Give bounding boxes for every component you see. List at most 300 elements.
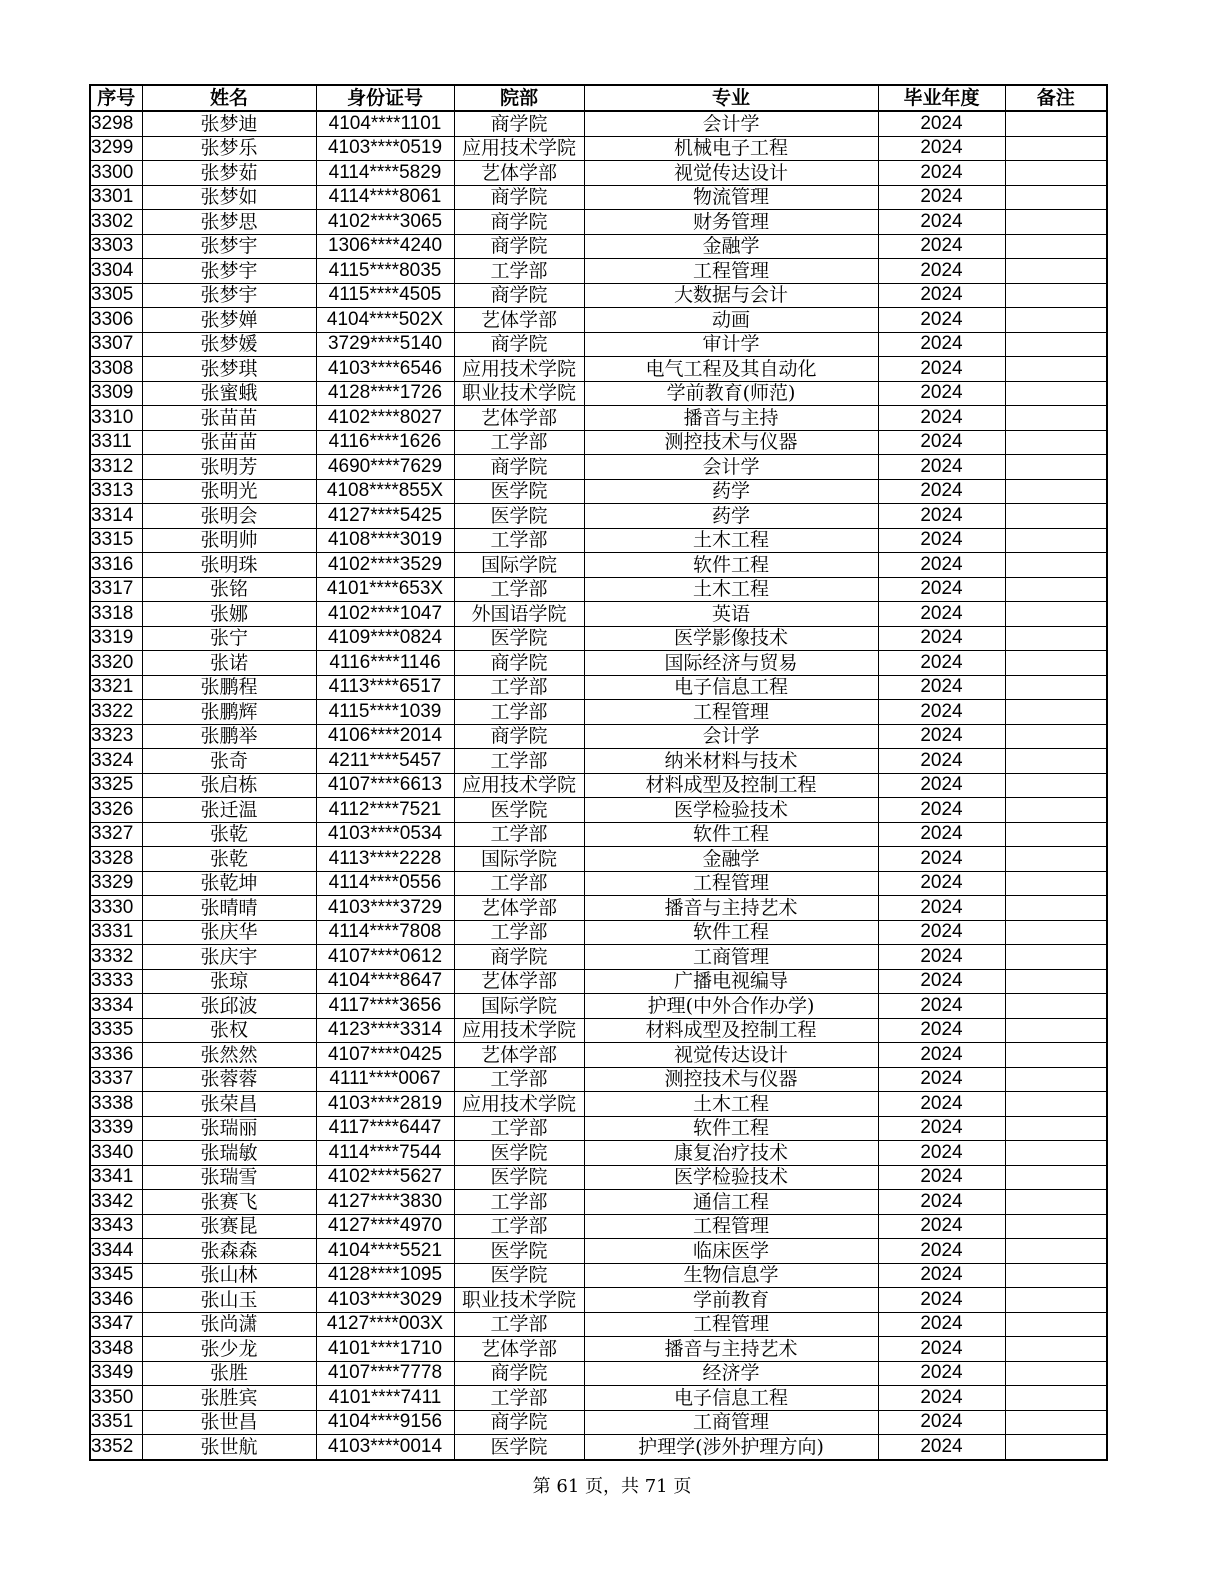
cell-department: 医学院 bbox=[454, 1165, 584, 1190]
cell-graduation-year: 2024 bbox=[878, 357, 1005, 382]
cell-id-number: 4112****7521 bbox=[316, 798, 454, 823]
cell-seq: 3314 bbox=[90, 504, 142, 529]
table-row bbox=[90, 504, 1107, 529]
cell-seq: 3309 bbox=[90, 381, 142, 406]
cell-remarks bbox=[1005, 626, 1107, 651]
cell-name: 张奇 bbox=[142, 749, 316, 774]
cell-remarks bbox=[1005, 1337, 1107, 1362]
table-row bbox=[90, 111, 1107, 136]
cell-id-number: 4116****1146 bbox=[316, 651, 454, 676]
cell-seq: 3342 bbox=[90, 1190, 142, 1215]
cell-major: 英语 bbox=[584, 602, 878, 627]
cell-department: 工学部 bbox=[454, 1116, 584, 1141]
cell-seq: 3310 bbox=[90, 406, 142, 431]
cell-graduation-year: 2024 bbox=[878, 1435, 1005, 1460]
cell-graduation-year: 2024 bbox=[878, 602, 1005, 627]
cell-id-number: 4117****6447 bbox=[316, 1116, 454, 1141]
cell-id-number: 4102****1047 bbox=[316, 602, 454, 627]
cell-id-number: 4109****0824 bbox=[316, 626, 454, 651]
cell-id-number: 4107****6613 bbox=[316, 773, 454, 798]
cell-graduation-year: 2024 bbox=[878, 553, 1005, 578]
cell-seq: 3307 bbox=[90, 332, 142, 357]
table-row bbox=[90, 1386, 1107, 1411]
cell-id-number: 4123****3314 bbox=[316, 1018, 454, 1043]
cell-seq: 3341 bbox=[90, 1165, 142, 1190]
cell-name: 张明帅 bbox=[142, 528, 316, 553]
cell-graduation-year: 2024 bbox=[878, 234, 1005, 259]
cell-remarks bbox=[1005, 675, 1107, 700]
cell-name: 张梦茹 bbox=[142, 161, 316, 186]
cell-seq: 3332 bbox=[90, 945, 142, 970]
cell-seq: 3331 bbox=[90, 920, 142, 945]
cell-major: 电子信息工程 bbox=[584, 1386, 878, 1411]
cell-name: 张启栋 bbox=[142, 773, 316, 798]
cell-name: 张瑞丽 bbox=[142, 1116, 316, 1141]
cell-remarks bbox=[1005, 871, 1107, 896]
cell-department: 国际学院 bbox=[454, 847, 584, 872]
cell-name: 张梦宇 bbox=[142, 259, 316, 284]
cell-name: 张山玉 bbox=[142, 1288, 316, 1313]
cell-graduation-year: 2024 bbox=[878, 1190, 1005, 1215]
cell-id-number: 4103****0014 bbox=[316, 1435, 454, 1460]
cell-seq: 3346 bbox=[90, 1288, 142, 1313]
cell-graduation-year: 2024 bbox=[878, 1141, 1005, 1166]
cell-major: 会计学 bbox=[584, 111, 878, 136]
cell-major: 工程管理 bbox=[584, 700, 878, 725]
cell-graduation-year: 2024 bbox=[878, 479, 1005, 504]
cell-department: 工学部 bbox=[454, 528, 584, 553]
cell-major: 广播电视编导 bbox=[584, 969, 878, 994]
cell-graduation-year: 2024 bbox=[878, 1239, 1005, 1264]
cell-department: 艺体学部 bbox=[454, 1337, 584, 1362]
cell-seq: 3316 bbox=[90, 553, 142, 578]
cell-seq: 3328 bbox=[90, 847, 142, 872]
cell-major: 工程管理 bbox=[584, 871, 878, 896]
table-row bbox=[90, 1263, 1107, 1288]
cell-department: 工学部 bbox=[454, 920, 584, 945]
cell-seq: 3325 bbox=[90, 773, 142, 798]
table-row bbox=[90, 871, 1107, 896]
cell-name: 张蜜蛾 bbox=[142, 381, 316, 406]
cell-graduation-year: 2024 bbox=[878, 871, 1005, 896]
table-row bbox=[90, 798, 1107, 823]
cell-id-number: 4114****7544 bbox=[316, 1141, 454, 1166]
cell-id-number: 4107****0425 bbox=[316, 1043, 454, 1068]
cell-seq: 3338 bbox=[90, 1092, 142, 1117]
cell-remarks bbox=[1005, 798, 1107, 823]
cell-major: 生物信息学 bbox=[584, 1263, 878, 1288]
cell-id-number: 4102****8027 bbox=[316, 406, 454, 431]
cell-seq: 3326 bbox=[90, 798, 142, 823]
cell-id-number: 4115****4505 bbox=[316, 283, 454, 308]
table-row bbox=[90, 847, 1107, 872]
cell-id-number: 4108****855X bbox=[316, 479, 454, 504]
cell-graduation-year: 2024 bbox=[878, 994, 1005, 1019]
table-row bbox=[90, 675, 1107, 700]
cell-department: 医学院 bbox=[454, 626, 584, 651]
cell-department: 工学部 bbox=[454, 1386, 584, 1411]
cell-department: 商学院 bbox=[454, 455, 584, 480]
cell-remarks bbox=[1005, 1190, 1107, 1215]
cell-id-number: 4113****6517 bbox=[316, 675, 454, 700]
cell-id-number: 4101****1710 bbox=[316, 1337, 454, 1362]
table-row bbox=[90, 602, 1107, 627]
cell-major: 财务管理 bbox=[584, 210, 878, 235]
cell-seq: 3327 bbox=[90, 822, 142, 847]
cell-remarks bbox=[1005, 332, 1107, 357]
cell-department: 商学院 bbox=[454, 1410, 584, 1435]
table-row bbox=[90, 528, 1107, 553]
cell-major: 软件工程 bbox=[584, 553, 878, 578]
cell-remarks bbox=[1005, 724, 1107, 749]
cell-major: 机械电子工程 bbox=[584, 136, 878, 161]
cell-remarks bbox=[1005, 111, 1107, 136]
cell-remarks bbox=[1005, 1435, 1107, 1460]
cell-seq: 3334 bbox=[90, 994, 142, 1019]
cell-id-number: 4102****3065 bbox=[316, 210, 454, 235]
cell-major: 通信工程 bbox=[584, 1190, 878, 1215]
cell-major: 学前教育 bbox=[584, 1288, 878, 1313]
cell-graduation-year: 2024 bbox=[878, 1067, 1005, 1092]
cell-id-number: 4114****0556 bbox=[316, 871, 454, 896]
cell-major: 播音与主持艺术 bbox=[584, 1337, 878, 1362]
cell-name: 张胜宾 bbox=[142, 1386, 316, 1411]
table-row bbox=[90, 1165, 1107, 1190]
cell-department: 工学部 bbox=[454, 1190, 584, 1215]
cell-major: 材料成型及控制工程 bbox=[584, 773, 878, 798]
cell-seq: 3352 bbox=[90, 1435, 142, 1460]
cell-name: 张赛昆 bbox=[142, 1214, 316, 1239]
table-row bbox=[90, 332, 1107, 357]
cell-department: 工学部 bbox=[454, 700, 584, 725]
cell-department: 商学院 bbox=[454, 210, 584, 235]
cell-name: 张梦宇 bbox=[142, 234, 316, 259]
cell-department: 医学院 bbox=[454, 1263, 584, 1288]
cell-major: 护理学(涉外护理方向) bbox=[584, 1435, 878, 1460]
cell-name: 张明芳 bbox=[142, 455, 316, 480]
cell-remarks bbox=[1005, 283, 1107, 308]
cell-graduation-year: 2024 bbox=[878, 406, 1005, 431]
cell-department: 商学院 bbox=[454, 651, 584, 676]
cell-seq: 3349 bbox=[90, 1361, 142, 1386]
cell-major: 药学 bbox=[584, 479, 878, 504]
table-row bbox=[90, 210, 1107, 235]
cell-department: 职业技术学院 bbox=[454, 381, 584, 406]
cell-name: 张梦如 bbox=[142, 185, 316, 210]
cell-id-number: 3729****5140 bbox=[316, 332, 454, 357]
cell-remarks bbox=[1005, 969, 1107, 994]
cell-department: 商学院 bbox=[454, 283, 584, 308]
cell-graduation-year: 2024 bbox=[878, 259, 1005, 284]
cell-seq: 3335 bbox=[90, 1018, 142, 1043]
cell-name: 张迁温 bbox=[142, 798, 316, 823]
cell-seq: 3298 bbox=[90, 111, 142, 136]
cell-major: 医学影像技术 bbox=[584, 626, 878, 651]
cell-remarks bbox=[1005, 210, 1107, 235]
cell-department: 商学院 bbox=[454, 111, 584, 136]
cell-seq: 3303 bbox=[90, 234, 142, 259]
cell-remarks bbox=[1005, 161, 1107, 186]
cell-graduation-year: 2024 bbox=[878, 1288, 1005, 1313]
cell-seq: 3321 bbox=[90, 675, 142, 700]
cell-remarks bbox=[1005, 430, 1107, 455]
cell-department: 工学部 bbox=[454, 1312, 584, 1337]
table-row bbox=[90, 234, 1107, 259]
cell-name: 张荣昌 bbox=[142, 1092, 316, 1117]
table-row bbox=[90, 381, 1107, 406]
table-row bbox=[90, 1092, 1107, 1117]
cell-remarks bbox=[1005, 553, 1107, 578]
cell-remarks bbox=[1005, 381, 1107, 406]
cell-seq: 3343 bbox=[90, 1214, 142, 1239]
cell-remarks bbox=[1005, 479, 1107, 504]
cell-department: 商学院 bbox=[454, 1361, 584, 1386]
cell-id-number: 4102****5627 bbox=[316, 1165, 454, 1190]
cell-seq: 3340 bbox=[90, 1141, 142, 1166]
cell-name: 张苗苗 bbox=[142, 406, 316, 431]
table-row bbox=[90, 357, 1107, 382]
cell-id-number: 4107****0612 bbox=[316, 945, 454, 970]
cell-graduation-year: 2024 bbox=[878, 528, 1005, 553]
cell-major: 工程管理 bbox=[584, 1214, 878, 1239]
cell-name: 张诺 bbox=[142, 651, 316, 676]
graduate-roster-table bbox=[89, 84, 1108, 1461]
table-row bbox=[90, 1288, 1107, 1313]
table-row bbox=[90, 1190, 1107, 1215]
cell-graduation-year: 2024 bbox=[878, 185, 1005, 210]
cell-id-number: 4127****4970 bbox=[316, 1214, 454, 1239]
cell-graduation-year: 2024 bbox=[878, 430, 1005, 455]
cell-remarks bbox=[1005, 1386, 1107, 1411]
cell-graduation-year: 2024 bbox=[878, 504, 1005, 529]
cell-department: 医学院 bbox=[454, 1141, 584, 1166]
cell-graduation-year: 2024 bbox=[878, 1092, 1005, 1117]
cell-name: 张乾坤 bbox=[142, 871, 316, 896]
cell-name: 张梦乐 bbox=[142, 136, 316, 161]
cell-major: 土木工程 bbox=[584, 1092, 878, 1117]
cell-department: 工学部 bbox=[454, 675, 584, 700]
cell-id-number: 4103****3729 bbox=[316, 896, 454, 921]
cell-graduation-year: 2024 bbox=[878, 920, 1005, 945]
cell-remarks bbox=[1005, 1263, 1107, 1288]
table-row bbox=[90, 1312, 1107, 1337]
cell-major: 软件工程 bbox=[584, 920, 878, 945]
cell-major: 学前教育(师范) bbox=[584, 381, 878, 406]
cell-remarks bbox=[1005, 1141, 1107, 1166]
cell-major: 康复治疗技术 bbox=[584, 1141, 878, 1166]
cell-remarks bbox=[1005, 1165, 1107, 1190]
cell-name: 张乾 bbox=[142, 847, 316, 872]
table-row bbox=[90, 1018, 1107, 1043]
cell-seq: 3319 bbox=[90, 626, 142, 651]
cell-id-number: 4127****5425 bbox=[316, 504, 454, 529]
cell-name: 张权 bbox=[142, 1018, 316, 1043]
cell-remarks bbox=[1005, 1312, 1107, 1337]
table-row bbox=[90, 283, 1107, 308]
cell-department: 医学院 bbox=[454, 1239, 584, 1264]
table-row bbox=[90, 994, 1107, 1019]
cell-major: 动画 bbox=[584, 308, 878, 333]
cell-graduation-year: 2024 bbox=[878, 381, 1005, 406]
cell-major: 播音与主持艺术 bbox=[584, 896, 878, 921]
cell-department: 国际学院 bbox=[454, 994, 584, 1019]
cell-name: 张瑞敏 bbox=[142, 1141, 316, 1166]
table-row bbox=[90, 822, 1107, 847]
cell-name: 张琼 bbox=[142, 969, 316, 994]
cell-remarks bbox=[1005, 1361, 1107, 1386]
cell-seq: 3347 bbox=[90, 1312, 142, 1337]
table-row bbox=[90, 185, 1107, 210]
cell-department: 工学部 bbox=[454, 259, 584, 284]
cell-name: 张娜 bbox=[142, 602, 316, 627]
cell-remarks bbox=[1005, 822, 1107, 847]
cell-seq: 3304 bbox=[90, 259, 142, 284]
cell-graduation-year: 2024 bbox=[878, 283, 1005, 308]
cell-major: 视觉传达设计 bbox=[584, 1043, 878, 1068]
cell-major: 会计学 bbox=[584, 724, 878, 749]
cell-remarks bbox=[1005, 896, 1107, 921]
cell-id-number: 4690****7629 bbox=[316, 455, 454, 480]
cell-name: 张鹏辉 bbox=[142, 700, 316, 725]
cell-name: 张瑞雪 bbox=[142, 1165, 316, 1190]
cell-seq: 3306 bbox=[90, 308, 142, 333]
cell-graduation-year: 2024 bbox=[878, 700, 1005, 725]
table-row bbox=[90, 1410, 1107, 1435]
cell-remarks bbox=[1005, 1214, 1107, 1239]
cell-id-number: 4115****1039 bbox=[316, 700, 454, 725]
cell-seq: 3324 bbox=[90, 749, 142, 774]
cell-remarks bbox=[1005, 528, 1107, 553]
cell-department: 应用技术学院 bbox=[454, 773, 584, 798]
cell-major: 药学 bbox=[584, 504, 878, 529]
table-row bbox=[90, 455, 1107, 480]
cell-seq: 3330 bbox=[90, 896, 142, 921]
cell-name: 张梦宇 bbox=[142, 283, 316, 308]
cell-major: 电气工程及其自动化 bbox=[584, 357, 878, 382]
cell-remarks bbox=[1005, 504, 1107, 529]
cell-remarks bbox=[1005, 994, 1107, 1019]
cell-seq: 3299 bbox=[90, 136, 142, 161]
cell-graduation-year: 2024 bbox=[878, 847, 1005, 872]
cell-department: 商学院 bbox=[454, 234, 584, 259]
cell-seq: 3300 bbox=[90, 161, 142, 186]
cell-department: 医学院 bbox=[454, 1435, 584, 1460]
cell-seq: 3301 bbox=[90, 185, 142, 210]
cell-graduation-year: 2024 bbox=[878, 136, 1005, 161]
cell-name: 张邱波 bbox=[142, 994, 316, 1019]
cell-id-number: 4114****8061 bbox=[316, 185, 454, 210]
page-footer: 第 61 页，共 71 页 bbox=[532, 1476, 692, 1497]
cell-name: 张明珠 bbox=[142, 553, 316, 578]
cell-seq: 3313 bbox=[90, 479, 142, 504]
cell-department: 商学院 bbox=[454, 724, 584, 749]
cell-department: 艺体学部 bbox=[454, 969, 584, 994]
cell-remarks bbox=[1005, 651, 1107, 676]
cell-remarks bbox=[1005, 1410, 1107, 1435]
cell-graduation-year: 2024 bbox=[878, 1214, 1005, 1239]
cell-graduation-year: 2024 bbox=[878, 896, 1005, 921]
cell-graduation-year: 2024 bbox=[878, 1043, 1005, 1068]
cell-department: 艺体学部 bbox=[454, 1043, 584, 1068]
cell-major: 大数据与会计 bbox=[584, 283, 878, 308]
cell-name: 张世昌 bbox=[142, 1410, 316, 1435]
cell-major: 软件工程 bbox=[584, 822, 878, 847]
cell-graduation-year: 2024 bbox=[878, 455, 1005, 480]
cell-id-number: 4117****3656 bbox=[316, 994, 454, 1019]
cell-id-number: 4103****6546 bbox=[316, 357, 454, 382]
cell-id-number: 4104****502X bbox=[316, 308, 454, 333]
cell-graduation-year: 2024 bbox=[878, 1263, 1005, 1288]
cell-major: 土木工程 bbox=[584, 577, 878, 602]
cell-graduation-year: 2024 bbox=[878, 577, 1005, 602]
cell-remarks bbox=[1005, 357, 1107, 382]
cell-major: 物流管理 bbox=[584, 185, 878, 210]
cell-department: 工学部 bbox=[454, 749, 584, 774]
table-row bbox=[90, 308, 1107, 333]
cell-remarks bbox=[1005, 1239, 1107, 1264]
table-row bbox=[90, 1214, 1107, 1239]
header-id-number: 身份证号 bbox=[316, 85, 454, 111]
cell-id-number: 4103****2819 bbox=[316, 1092, 454, 1117]
cell-id-number: 4211****5457 bbox=[316, 749, 454, 774]
cell-major: 工商管理 bbox=[584, 945, 878, 970]
cell-graduation-year: 2024 bbox=[878, 161, 1005, 186]
cell-department: 应用技术学院 bbox=[454, 1018, 584, 1043]
cell-name: 张鹏程 bbox=[142, 675, 316, 700]
cell-id-number: 4104****9156 bbox=[316, 1410, 454, 1435]
cell-major: 电子信息工程 bbox=[584, 675, 878, 700]
cell-graduation-year: 2024 bbox=[878, 651, 1005, 676]
cell-id-number: 4104****5521 bbox=[316, 1239, 454, 1264]
cell-major: 工程管理 bbox=[584, 259, 878, 284]
cell-name: 张世航 bbox=[142, 1435, 316, 1460]
cell-major: 测控技术与仪器 bbox=[584, 1067, 878, 1092]
cell-graduation-year: 2024 bbox=[878, 1337, 1005, 1362]
cell-remarks bbox=[1005, 308, 1107, 333]
table-row bbox=[90, 896, 1107, 921]
table-row bbox=[90, 577, 1107, 602]
cell-seq: 3308 bbox=[90, 357, 142, 382]
cell-seq: 3348 bbox=[90, 1337, 142, 1362]
table-row bbox=[90, 553, 1107, 578]
cell-seq: 3329 bbox=[90, 871, 142, 896]
cell-id-number: 4102****3529 bbox=[316, 553, 454, 578]
cell-name: 张山林 bbox=[142, 1263, 316, 1288]
header-name: 姓名 bbox=[142, 85, 316, 111]
cell-seq: 3339 bbox=[90, 1116, 142, 1141]
table-row bbox=[90, 1141, 1107, 1166]
cell-id-number: 4103****0519 bbox=[316, 136, 454, 161]
cell-department: 工学部 bbox=[454, 822, 584, 847]
cell-graduation-year: 2024 bbox=[878, 626, 1005, 651]
cell-remarks bbox=[1005, 749, 1107, 774]
cell-graduation-year: 2024 bbox=[878, 111, 1005, 136]
cell-name: 张尚潇 bbox=[142, 1312, 316, 1337]
cell-name: 张梦婵 bbox=[142, 308, 316, 333]
cell-department: 外国语学院 bbox=[454, 602, 584, 627]
cell-department: 职业技术学院 bbox=[454, 1288, 584, 1313]
cell-name: 张鹏举 bbox=[142, 724, 316, 749]
table-row bbox=[90, 161, 1107, 186]
cell-id-number: 4115****8035 bbox=[316, 259, 454, 284]
cell-major: 护理(中外合作办学) bbox=[584, 994, 878, 1019]
cell-id-number: 4127****3830 bbox=[316, 1190, 454, 1215]
cell-seq: 3312 bbox=[90, 455, 142, 480]
table-row bbox=[90, 479, 1107, 504]
table-row bbox=[90, 651, 1107, 676]
cell-major: 播音与主持 bbox=[584, 406, 878, 431]
cell-id-number: 4127****003X bbox=[316, 1312, 454, 1337]
